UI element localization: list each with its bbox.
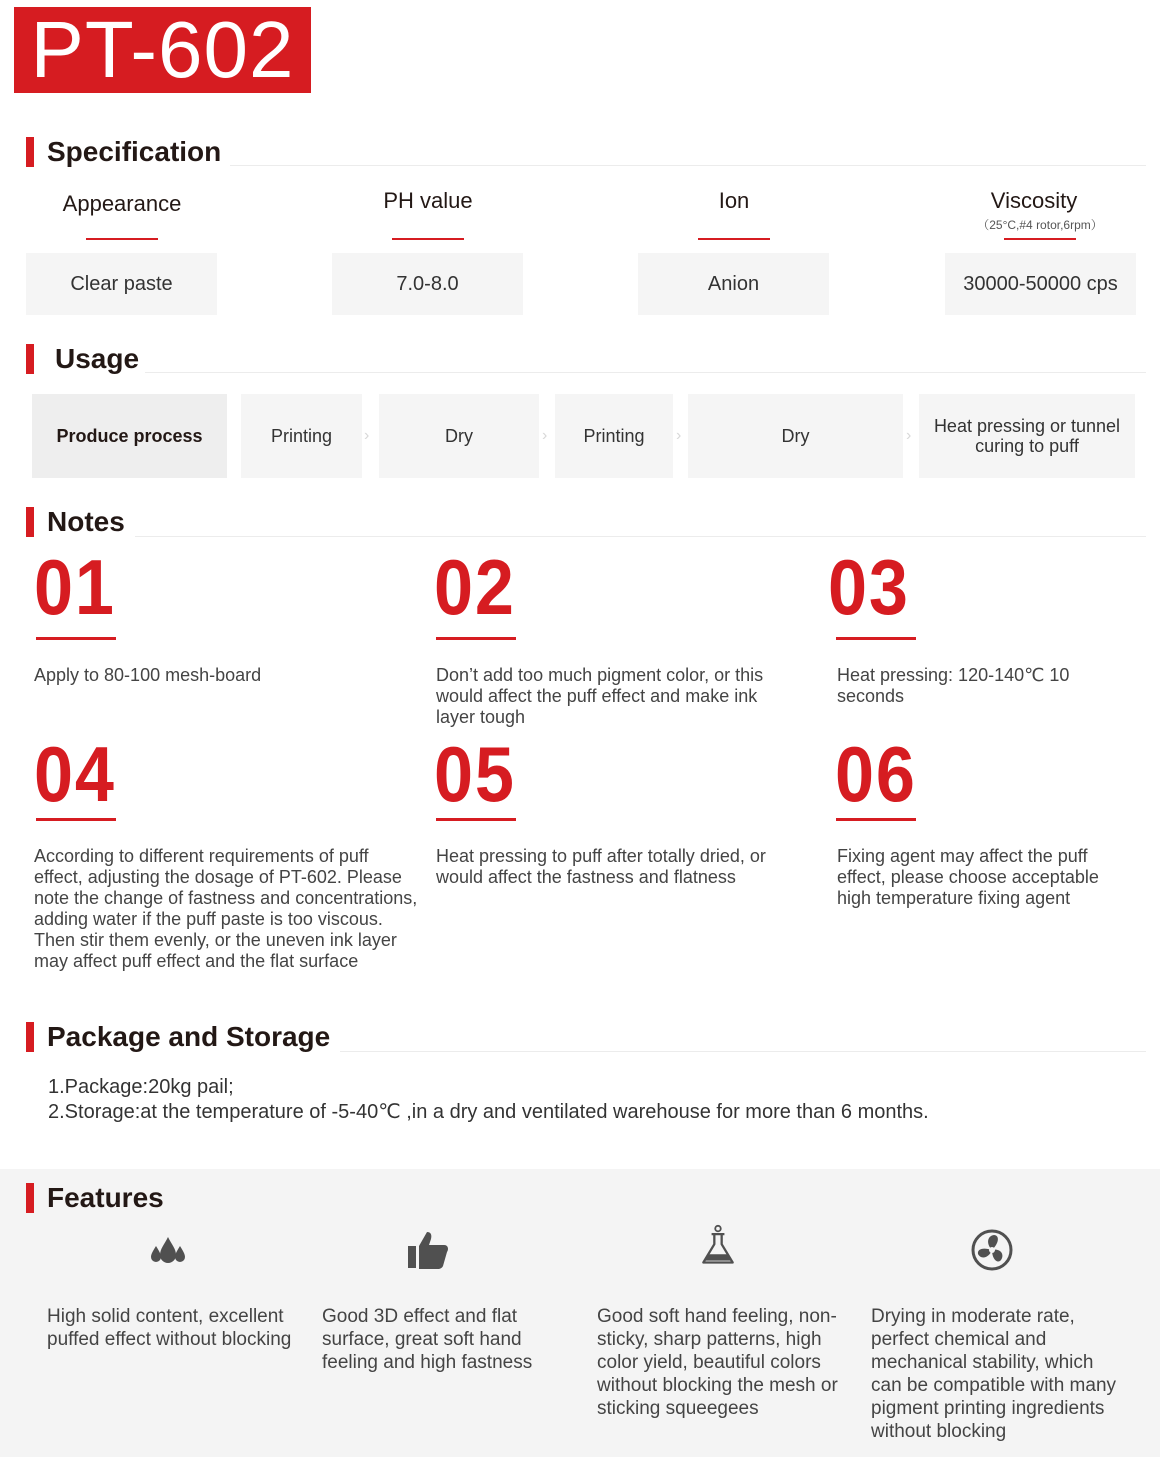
spec-label-ion: Ion [718, 188, 750, 213]
feature-text: High solid content, excellent puffed effect without blocking [47, 1306, 292, 1350]
chevron-right-icon: › [364, 427, 370, 444]
spec-underline [698, 238, 770, 240]
note-underline [836, 818, 916, 821]
section-rule [135, 536, 1146, 537]
note-number: 02 [434, 543, 516, 631]
note-number: 01 [34, 543, 116, 631]
spec-value-ion: Anion [638, 253, 829, 315]
chevron-right-icon: › [542, 427, 548, 444]
note-text: Heat pressing: 120-140℃ 10 seconds [837, 665, 1070, 706]
usage-step-printing: Printing [555, 394, 673, 478]
note-text: Apply to 80-100 mesh-board [34, 665, 262, 685]
features-heading: Features [47, 1182, 164, 1213]
section-rule [145, 372, 1146, 373]
note-text: Heat pressing to puff after totally dried, or would affect the fastness and flatness [436, 846, 766, 887]
spec-label-ph: PH value [383, 188, 473, 213]
section-rule [340, 1051, 1146, 1052]
note-number: 04 [34, 730, 116, 818]
usage-step-printing: Printing [241, 394, 362, 478]
spec-value-appearance: Clear paste [26, 253, 217, 315]
spec-sub-viscosity: （25°C,#4 rotor,6rpm） [977, 218, 1103, 232]
specification-heading: Specification [47, 136, 222, 167]
note-underline [836, 637, 916, 640]
product-title: PT-602 [14, 7, 311, 93]
spec-underline [86, 238, 158, 240]
fan-icon [970, 1228, 1014, 1272]
note-underline [36, 818, 116, 821]
usage-step-produce-process: Produce process [32, 394, 227, 478]
note-number: 06 [835, 730, 917, 818]
note-text: Don’t add too much pigment color, or this would affect the puff effect and make ink layer tough [436, 665, 764, 727]
spec-underline [1004, 238, 1076, 240]
chevron-right-icon: › [676, 427, 682, 444]
usage-step-dry: Dry [379, 394, 539, 478]
note-number: 03 [828, 543, 910, 631]
chevron-right-icon: › [906, 427, 912, 444]
spec-value-ph: 7.0-8.0 [332, 253, 523, 315]
spec-label-viscosity: Viscosity [990, 188, 1078, 213]
usage-heading: Usage [55, 343, 140, 374]
spec-label-appearance: Appearance [62, 191, 182, 216]
spec-value-viscosity: 30000-50000 cps [945, 253, 1136, 315]
spec-underline [392, 238, 464, 240]
drops-icon [146, 1229, 190, 1273]
feature-text: Good 3D effect and flat surface, great soft hand feeling and high fastness [322, 1306, 533, 1373]
notes-heading: Notes [47, 506, 125, 537]
note-text: Fixing agent may affect the puff effect, please choose acceptable high temperature fixing agent [837, 846, 1099, 908]
thumbs-up-icon [406, 1227, 450, 1271]
section-marker [26, 507, 34, 537]
flask-icon [696, 1224, 740, 1268]
section-rule [230, 165, 1146, 166]
package-heading: Package and Storage [47, 1021, 331, 1052]
section-marker [26, 344, 34, 374]
package-line: 1.Package:20kg pail; [48, 1076, 234, 1098]
section-marker [26, 1183, 34, 1213]
note-underline [436, 818, 516, 821]
feature-text: Drying in moderate rate, perfect chemical and mechanical stability, which can be compatible with many pigment printing ingredients without blocking [871, 1306, 1117, 1442]
note-underline [436, 637, 516, 640]
section-marker [26, 1022, 34, 1052]
feature-text: Good soft hand feeling, non-sticky, sharp patterns, high color yield, beautiful colors without blocking the mesh or sticking squeegees [597, 1306, 838, 1419]
usage-step-heat-pressing: Heat pressing or tunnel curing to puff [919, 394, 1135, 478]
storage-line: 2.Storage:at the temperature of -5-40℃ ,in a dry and ventilated warehouse for more than 6 months. [48, 1101, 929, 1123]
section-marker [26, 137, 34, 167]
note-text: According to different requirements of puff effect, adjusting the dosage of PT-602. Please note the change of fastness and concentrations, adding water if the puff paste is too viscous. Then stir them evenly, or the uneven ink layer may affect puff effect and the flat surface [34, 846, 418, 971]
note-number: 05 [434, 730, 516, 818]
note-underline [36, 637, 116, 640]
usage-step-dry: Dry [688, 394, 903, 478]
